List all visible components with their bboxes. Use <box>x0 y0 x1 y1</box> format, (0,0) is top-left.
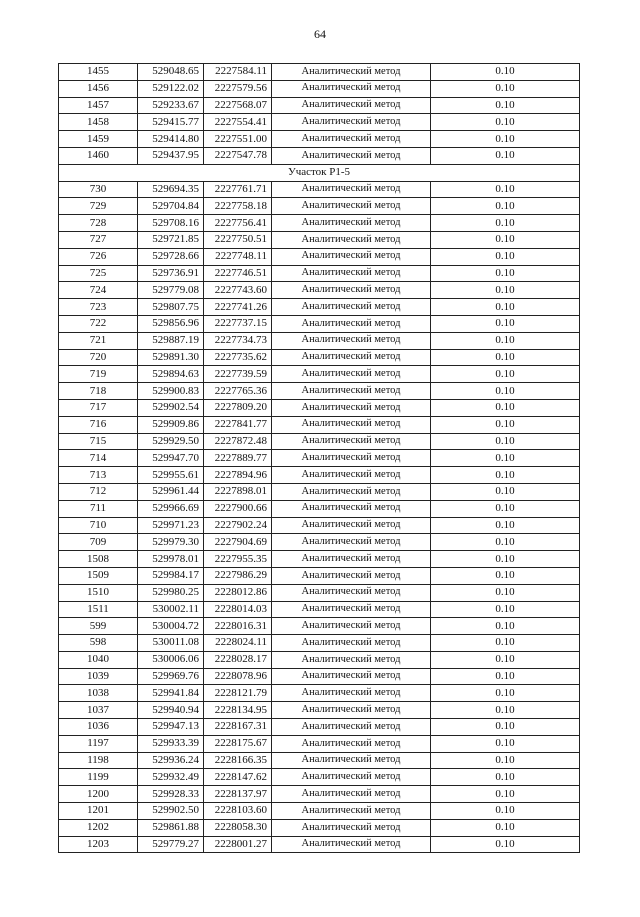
y-coordinate-cell: 2227758.18 <box>204 198 272 215</box>
table-body-before <box>59 64 580 165</box>
y-coordinate-cell: 2227955.35 <box>204 551 272 568</box>
point-number-cell: 728 <box>59 215 138 232</box>
point-number-cell: 725 <box>59 265 138 282</box>
method-cell: Аналитический метод <box>272 551 431 568</box>
table-row <box>59 282 580 299</box>
y-coordinate-cell: 2228078.96 <box>204 668 272 685</box>
accuracy-cell: 0.10 <box>431 618 580 635</box>
x-coordinate-cell: 529122.02 <box>138 80 204 97</box>
accuracy-cell: 0.10 <box>431 836 580 853</box>
method-cell: Аналитический метод <box>272 64 431 81</box>
x-coordinate-cell: 529736.91 <box>138 265 204 282</box>
accuracy-cell: 0.10 <box>431 819 580 836</box>
y-coordinate-cell: 2228121.79 <box>204 685 272 702</box>
y-coordinate-cell: 2227809.20 <box>204 399 272 416</box>
accuracy-cell: 0.10 <box>431 584 580 601</box>
x-coordinate-cell: 530011.08 <box>138 635 204 652</box>
point-number-cell: 1457 <box>59 97 138 114</box>
table-body-after <box>59 181 580 853</box>
table-row <box>59 769 580 786</box>
accuracy-cell: 0.10 <box>431 803 580 820</box>
accuracy-cell: 0.10 <box>431 198 580 215</box>
table-row <box>59 551 580 568</box>
point-number-cell: 729 <box>59 198 138 215</box>
method-cell: Аналитический метод <box>272 248 431 265</box>
y-coordinate-cell: 2227568.07 <box>204 97 272 114</box>
point-number-cell: 1510 <box>59 584 138 601</box>
accuracy-cell: 0.10 <box>431 332 580 349</box>
x-coordinate-cell: 529414.80 <box>138 131 204 148</box>
accuracy-cell: 0.10 <box>431 282 580 299</box>
y-coordinate-cell: 2227554.41 <box>204 114 272 131</box>
accuracy-cell: 0.10 <box>431 299 580 316</box>
accuracy-cell: 0.10 <box>431 64 580 81</box>
point-number-cell: 1509 <box>59 567 138 584</box>
accuracy-cell: 0.10 <box>431 315 580 332</box>
y-coordinate-cell: 2228147.62 <box>204 769 272 786</box>
y-coordinate-cell: 2228167.31 <box>204 719 272 736</box>
point-number-cell: 721 <box>59 332 138 349</box>
x-coordinate-cell: 529936.24 <box>138 752 204 769</box>
x-coordinate-cell: 529694.35 <box>138 181 204 198</box>
x-coordinate-cell: 529966.69 <box>138 500 204 517</box>
x-coordinate-cell: 529437.95 <box>138 147 204 164</box>
table-row <box>59 803 580 820</box>
coordinates-table <box>58 63 580 853</box>
point-number-cell: 1459 <box>59 131 138 148</box>
x-coordinate-cell: 529928.33 <box>138 786 204 803</box>
section-title: Участок Р1-5 <box>59 164 580 181</box>
accuracy-cell: 0.10 <box>431 719 580 736</box>
x-coordinate-cell: 529861.88 <box>138 819 204 836</box>
y-coordinate-cell: 2228166.35 <box>204 752 272 769</box>
table-row <box>59 601 580 618</box>
accuracy-cell: 0.10 <box>431 416 580 433</box>
y-coordinate-cell: 2228024.11 <box>204 635 272 652</box>
accuracy-cell: 0.10 <box>431 147 580 164</box>
y-coordinate-cell: 2227900.66 <box>204 500 272 517</box>
x-coordinate-cell: 529929.50 <box>138 433 204 450</box>
y-coordinate-cell: 2227743.60 <box>204 282 272 299</box>
point-number-cell: 598 <box>59 635 138 652</box>
point-number-cell: 1200 <box>59 786 138 803</box>
method-cell: Аналитический метод <box>272 231 431 248</box>
table-row <box>59 265 580 282</box>
table-row <box>59 517 580 534</box>
table-row <box>59 315 580 332</box>
accuracy-cell: 0.10 <box>431 248 580 265</box>
x-coordinate-cell: 530006.06 <box>138 651 204 668</box>
y-coordinate-cell: 2227547.78 <box>204 147 272 164</box>
y-coordinate-cell: 2227889.77 <box>204 450 272 467</box>
table-row <box>59 685 580 702</box>
x-coordinate-cell: 529971.23 <box>138 517 204 534</box>
y-coordinate-cell: 2227841.77 <box>204 416 272 433</box>
x-coordinate-cell: 529961.44 <box>138 483 204 500</box>
point-number-cell: 722 <box>59 315 138 332</box>
table-row <box>59 399 580 416</box>
point-number-cell: 1508 <box>59 551 138 568</box>
x-coordinate-cell: 529933.39 <box>138 735 204 752</box>
x-coordinate-cell: 529955.61 <box>138 467 204 484</box>
point-number-cell: 1511 <box>59 601 138 618</box>
method-cell: Аналитический метод <box>272 299 431 316</box>
y-coordinate-cell: 2227765.36 <box>204 383 272 400</box>
table-row <box>59 97 580 114</box>
x-coordinate-cell: 529779.27 <box>138 836 204 853</box>
accuracy-cell: 0.10 <box>431 433 580 450</box>
method-cell: Аналитический метод <box>272 332 431 349</box>
method-cell: Аналитический метод <box>272 584 431 601</box>
x-coordinate-cell: 529048.65 <box>138 64 204 81</box>
accuracy-cell: 0.10 <box>431 534 580 551</box>
point-number-cell: 1198 <box>59 752 138 769</box>
x-coordinate-cell: 529807.75 <box>138 299 204 316</box>
method-cell: Аналитический метод <box>272 500 431 517</box>
table-row <box>59 80 580 97</box>
y-coordinate-cell: 2228134.95 <box>204 702 272 719</box>
table-row <box>59 349 580 366</box>
x-coordinate-cell: 529233.67 <box>138 97 204 114</box>
accuracy-cell: 0.10 <box>431 215 580 232</box>
section-title-row <box>59 164 580 181</box>
y-coordinate-cell: 2227898.01 <box>204 483 272 500</box>
point-number-cell: 710 <box>59 517 138 534</box>
point-number-cell: 711 <box>59 500 138 517</box>
table-row <box>59 735 580 752</box>
y-coordinate-cell: 2227748.11 <box>204 248 272 265</box>
method-cell: Аналитический метод <box>272 467 431 484</box>
point-number-cell: 1202 <box>59 819 138 836</box>
y-coordinate-cell: 2227734.73 <box>204 332 272 349</box>
method-cell: Аналитический метод <box>272 349 431 366</box>
x-coordinate-cell: 529984.17 <box>138 567 204 584</box>
method-cell: Аналитический метод <box>272 567 431 584</box>
page-number: 64 <box>314 27 326 41</box>
y-coordinate-cell: 2227756.41 <box>204 215 272 232</box>
x-coordinate-cell: 530002.11 <box>138 601 204 618</box>
accuracy-cell: 0.10 <box>431 366 580 383</box>
method-cell: Аналитический метод <box>272 215 431 232</box>
y-coordinate-cell: 2228001.27 <box>204 836 272 853</box>
accuracy-cell: 0.10 <box>431 450 580 467</box>
table-row <box>59 231 580 248</box>
accuracy-cell: 0.10 <box>431 735 580 752</box>
point-number-cell: 724 <box>59 282 138 299</box>
point-number-cell: 1040 <box>59 651 138 668</box>
method-cell: Аналитический метод <box>272 97 431 114</box>
x-coordinate-cell: 529969.76 <box>138 668 204 685</box>
method-cell: Аналитический метод <box>272 769 431 786</box>
point-number-cell: 1460 <box>59 147 138 164</box>
method-cell: Аналитический метод <box>272 601 431 618</box>
method-cell: Аналитический метод <box>272 803 431 820</box>
point-number-cell: 730 <box>59 181 138 198</box>
point-number-cell: 715 <box>59 433 138 450</box>
method-cell: Аналитический метод <box>272 265 431 282</box>
accuracy-cell: 0.10 <box>431 702 580 719</box>
y-coordinate-cell: 2227902.24 <box>204 517 272 534</box>
x-coordinate-cell: 529978.01 <box>138 551 204 568</box>
y-coordinate-cell: 2228016.31 <box>204 618 272 635</box>
x-coordinate-cell: 529940.94 <box>138 702 204 719</box>
accuracy-cell: 0.10 <box>431 131 580 148</box>
method-cell: Аналитический метод <box>272 618 431 635</box>
x-coordinate-cell: 529891.30 <box>138 349 204 366</box>
accuracy-cell: 0.10 <box>431 517 580 534</box>
method-cell: Аналитический метод <box>272 534 431 551</box>
y-coordinate-cell: 2227584.11 <box>204 64 272 81</box>
table-row <box>59 567 580 584</box>
x-coordinate-cell: 529887.19 <box>138 332 204 349</box>
method-cell: Аналитический метод <box>272 131 431 148</box>
table-row <box>59 366 580 383</box>
point-number-cell: 720 <box>59 349 138 366</box>
y-coordinate-cell: 2227894.96 <box>204 467 272 484</box>
accuracy-cell: 0.10 <box>431 752 580 769</box>
x-coordinate-cell: 529947.13 <box>138 719 204 736</box>
x-coordinate-cell: 529947.70 <box>138 450 204 467</box>
table-row <box>59 500 580 517</box>
x-coordinate-cell: 529980.25 <box>138 584 204 601</box>
x-coordinate-cell: 529900.83 <box>138 383 204 400</box>
point-number-cell: 1458 <box>59 114 138 131</box>
accuracy-cell: 0.10 <box>431 685 580 702</box>
x-coordinate-cell: 529909.86 <box>138 416 204 433</box>
table-row <box>59 618 580 635</box>
method-cell: Аналитический метод <box>272 450 431 467</box>
point-number-cell: 1038 <box>59 685 138 702</box>
method-cell: Аналитический метод <box>272 685 431 702</box>
method-cell: Аналитический метод <box>272 635 431 652</box>
table-row <box>59 584 580 601</box>
accuracy-cell: 0.10 <box>431 349 580 366</box>
x-coordinate-cell: 529704.84 <box>138 198 204 215</box>
accuracy-cell: 0.10 <box>431 651 580 668</box>
point-number-cell: 1197 <box>59 735 138 752</box>
accuracy-cell: 0.10 <box>431 668 580 685</box>
accuracy-cell: 0.10 <box>431 483 580 500</box>
point-number-cell: 716 <box>59 416 138 433</box>
method-cell: Аналитический метод <box>272 416 431 433</box>
point-number-cell: 1036 <box>59 719 138 736</box>
table-row <box>59 786 580 803</box>
x-coordinate-cell: 529856.96 <box>138 315 204 332</box>
point-number-cell: 599 <box>59 618 138 635</box>
point-number-cell: 726 <box>59 248 138 265</box>
x-coordinate-cell: 529721.85 <box>138 231 204 248</box>
point-number-cell: 1199 <box>59 769 138 786</box>
accuracy-cell: 0.10 <box>431 181 580 198</box>
x-coordinate-cell: 529902.54 <box>138 399 204 416</box>
point-number-cell: 723 <box>59 299 138 316</box>
y-coordinate-cell: 2228103.60 <box>204 803 272 820</box>
accuracy-cell: 0.10 <box>431 383 580 400</box>
table-row <box>59 147 580 164</box>
table-row <box>59 752 580 769</box>
method-cell: Аналитический метод <box>272 786 431 803</box>
point-number-cell: 712 <box>59 483 138 500</box>
method-cell: Аналитический метод <box>272 114 431 131</box>
point-number-cell: 1203 <box>59 836 138 853</box>
method-cell: Аналитический метод <box>272 433 431 450</box>
method-cell: Аналитический метод <box>272 147 431 164</box>
x-coordinate-cell: 529932.49 <box>138 769 204 786</box>
y-coordinate-cell: 2227761.71 <box>204 181 272 198</box>
point-number-cell: 709 <box>59 534 138 551</box>
method-cell: Аналитический метод <box>272 315 431 332</box>
point-number-cell: 719 <box>59 366 138 383</box>
point-number-cell: 1201 <box>59 803 138 820</box>
point-number-cell: 1455 <box>59 64 138 81</box>
accuracy-cell: 0.10 <box>431 500 580 517</box>
accuracy-cell: 0.10 <box>431 467 580 484</box>
method-cell: Аналитический метод <box>272 702 431 719</box>
table-row <box>59 248 580 265</box>
y-coordinate-cell: 2227746.51 <box>204 265 272 282</box>
y-coordinate-cell: 2228028.17 <box>204 651 272 668</box>
point-number-cell: 727 <box>59 231 138 248</box>
table-row <box>59 299 580 316</box>
method-cell: Аналитический метод <box>272 198 431 215</box>
point-number-cell: 714 <box>59 450 138 467</box>
point-number-cell: 713 <box>59 467 138 484</box>
y-coordinate-cell: 2228137.97 <box>204 786 272 803</box>
accuracy-cell: 0.10 <box>431 114 580 131</box>
method-cell: Аналитический метод <box>272 399 431 416</box>
table-row <box>59 450 580 467</box>
table-row <box>59 383 580 400</box>
method-cell: Аналитический метод <box>272 517 431 534</box>
accuracy-cell: 0.10 <box>431 769 580 786</box>
table-row <box>59 819 580 836</box>
method-cell: Аналитический метод <box>272 282 431 299</box>
accuracy-cell: 0.10 <box>431 80 580 97</box>
table-row <box>59 114 580 131</box>
method-cell: Аналитический метод <box>272 819 431 836</box>
y-coordinate-cell: 2227579.56 <box>204 80 272 97</box>
x-coordinate-cell: 529708.16 <box>138 215 204 232</box>
y-coordinate-cell: 2227741.26 <box>204 299 272 316</box>
accuracy-cell: 0.10 <box>431 635 580 652</box>
method-cell: Аналитический метод <box>272 668 431 685</box>
y-coordinate-cell: 2228014.03 <box>204 601 272 618</box>
y-coordinate-cell: 2227739.59 <box>204 366 272 383</box>
accuracy-cell: 0.10 <box>431 265 580 282</box>
point-number-cell: 718 <box>59 383 138 400</box>
method-cell: Аналитический метод <box>272 80 431 97</box>
x-coordinate-cell: 529902.50 <box>138 803 204 820</box>
table-row <box>59 702 580 719</box>
x-coordinate-cell: 530004.72 <box>138 618 204 635</box>
x-coordinate-cell: 529894.63 <box>138 366 204 383</box>
y-coordinate-cell: 2228012.86 <box>204 584 272 601</box>
table-row <box>59 198 580 215</box>
y-coordinate-cell: 2227551.00 <box>204 131 272 148</box>
method-cell: Аналитический метод <box>272 836 431 853</box>
table-row <box>59 651 580 668</box>
y-coordinate-cell: 2227750.51 <box>204 231 272 248</box>
method-cell: Аналитический метод <box>272 719 431 736</box>
section-header <box>59 164 580 181</box>
table-row <box>59 719 580 736</box>
table-row <box>59 416 580 433</box>
method-cell: Аналитический метод <box>272 181 431 198</box>
table-row <box>59 836 580 853</box>
accuracy-cell: 0.10 <box>431 399 580 416</box>
method-cell: Аналитический метод <box>272 735 431 752</box>
point-number-cell: 1037 <box>59 702 138 719</box>
x-coordinate-cell: 529941.84 <box>138 685 204 702</box>
accuracy-cell: 0.10 <box>431 97 580 114</box>
method-cell: Аналитический метод <box>272 483 431 500</box>
x-coordinate-cell: 529779.08 <box>138 282 204 299</box>
table-row <box>59 181 580 198</box>
table-row <box>59 534 580 551</box>
method-cell: Аналитический метод <box>272 752 431 769</box>
method-cell: Аналитический метод <box>272 383 431 400</box>
y-coordinate-cell: 2228058.30 <box>204 819 272 836</box>
table-row <box>59 433 580 450</box>
accuracy-cell: 0.10 <box>431 567 580 584</box>
table-row <box>59 668 580 685</box>
y-coordinate-cell: 2227904.69 <box>204 534 272 551</box>
y-coordinate-cell: 2227872.48 <box>204 433 272 450</box>
table-row <box>59 483 580 500</box>
accuracy-cell: 0.10 <box>431 551 580 568</box>
y-coordinate-cell: 2227986.29 <box>204 567 272 584</box>
table-row <box>59 635 580 652</box>
point-number-cell: 717 <box>59 399 138 416</box>
x-coordinate-cell: 529415.77 <box>138 114 204 131</box>
accuracy-cell: 0.10 <box>431 601 580 618</box>
method-cell: Аналитический метод <box>272 651 431 668</box>
table-row <box>59 131 580 148</box>
y-coordinate-cell: 2228175.67 <box>204 735 272 752</box>
accuracy-cell: 0.10 <box>431 786 580 803</box>
x-coordinate-cell: 529979.30 <box>138 534 204 551</box>
point-number-cell: 1039 <box>59 668 138 685</box>
accuracy-cell: 0.10 <box>431 231 580 248</box>
table-row <box>59 64 580 81</box>
point-number-cell: 1456 <box>59 80 138 97</box>
table-row <box>59 467 580 484</box>
x-coordinate-cell: 529728.66 <box>138 248 204 265</box>
y-coordinate-cell: 2227735.62 <box>204 349 272 366</box>
method-cell: Аналитический метод <box>272 366 431 383</box>
table-row <box>59 332 580 349</box>
y-coordinate-cell: 2227737.15 <box>204 315 272 332</box>
table-row <box>59 215 580 232</box>
